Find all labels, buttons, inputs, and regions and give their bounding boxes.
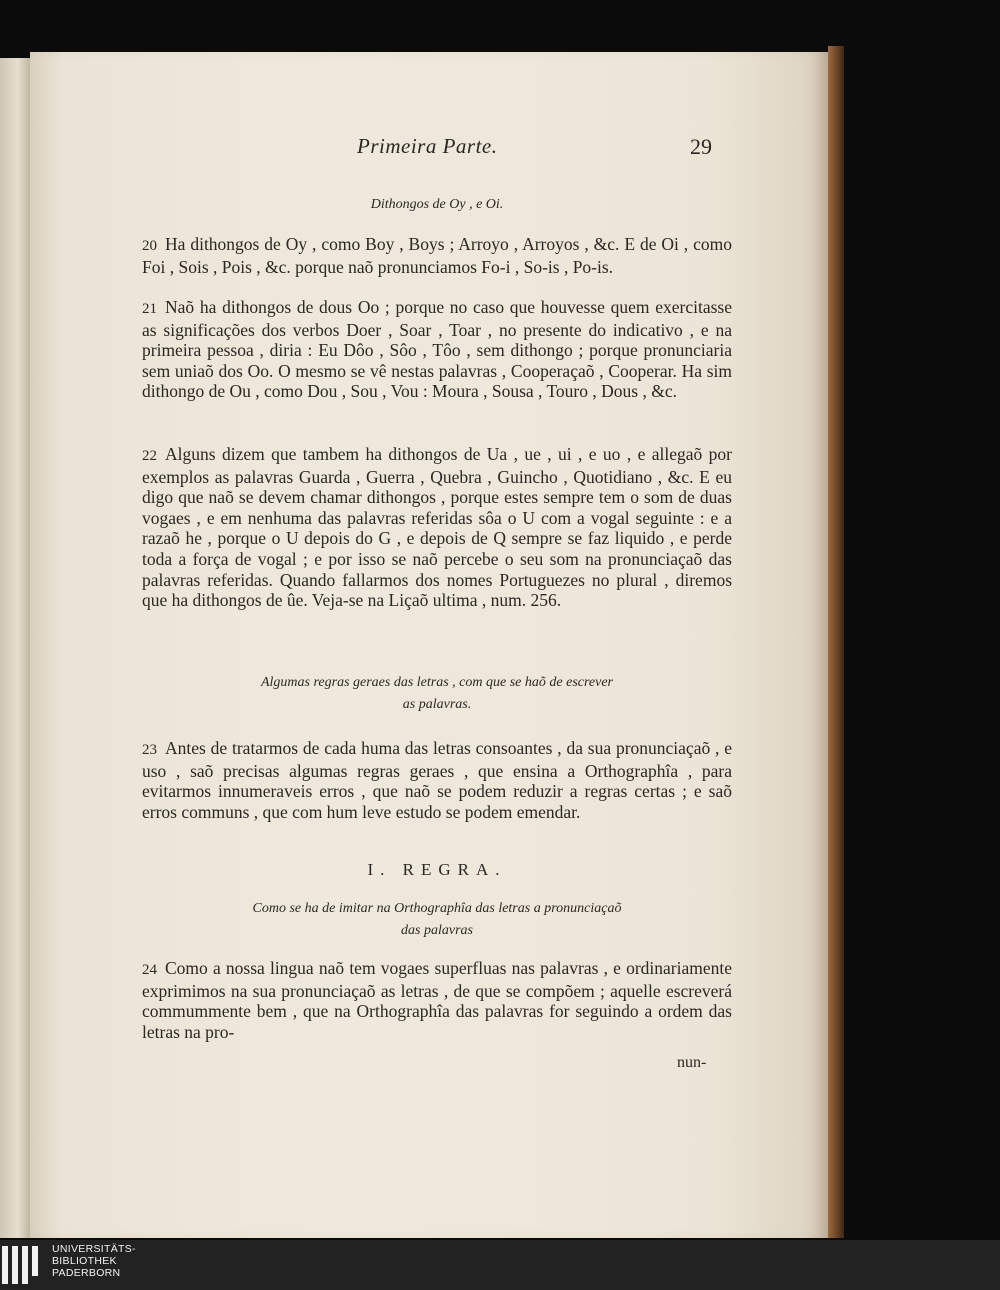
paragraph-number: 21: [142, 301, 157, 317]
heading-line: Algumas regras geraes das letras , com que se haõ de escrever: [260, 675, 613, 690]
paragraph-23: [142, 738, 732, 822]
running-head: Primeira Parte.: [357, 134, 498, 158]
catchword: nun-: [677, 1054, 707, 1071]
paragraph-text: Antes de tratarmos de cada huma das letras consoantes , da sua pronunciaçaõ , e uso , saõ precisas algumas regras geraes , que ensina a Orthographîa , para evitarmos innumeraveis erros , que naõ se podem reduzir a regras certas ; e saõ erros communs , que com hum leve estudo se podem emendar.: [142, 738, 732, 822]
heading-line: as palavras.: [402, 697, 472, 712]
paragraph-20: [142, 234, 732, 277]
paragraph-text: Ha dithongos de Oy , como Boy , Boys ; Arroyo , Arroyos , &c. E de Oi , como Foi , Sois , Pois , &c. porque naõ pronunciamos Fo-i , So-is , Po-is.: [142, 234, 732, 277]
book-page: [30, 52, 828, 1238]
paragraph-number: 20: [142, 238, 157, 254]
facing-page-edge: [0, 58, 30, 1238]
book-edge: [828, 46, 844, 1238]
page-number: 29: [690, 134, 712, 159]
library-name: [52, 1243, 136, 1279]
paragraph-text: Como a nossa lingua naõ tem vogaes superfluas nas palavras , e ordinariamente exprimimos na sua pronunciaçaõ as letras , de que se compõem ; aquelle escreverá commummente bem , que na Orthographîa das palavras for seguindo a ordem das letras na pro-: [142, 958, 732, 1042]
heading-line: Como se ha de imitar na Orthographîa das letras a pronunciaçaõ: [252, 901, 622, 916]
library-logo-icon: [2, 1246, 42, 1284]
paragraph-number: 23: [142, 742, 157, 758]
section-heading-imitar: [142, 898, 732, 942]
paragraph-24: [142, 958, 732, 1042]
paragraph-text: Naõ ha dithongos de dous Oo ; porque no caso que houvesse quem exercitasse as significações dos verbos Doer , Soar , Toar , no presente do indicativo , e na primeira pessoa , diria : Eu Dôo , Sôo , Tôo , sem dithongo ; porque pronunciaria sem uniaõ dos Oo. O mesmo se vê nestas palavras , Cooperaçaõ , Cooperar. Ha sim dithongo de Ou , como Dou , Sou , Vou : Moura , Sousa , Touro , Dous , &c.: [142, 297, 732, 402]
section-heading-regras: [142, 672, 732, 716]
library-name-line: PADERBORN: [52, 1267, 121, 1279]
section-heading-dithongos: Dithongos de Oy , e Oi.: [370, 197, 504, 212]
library-footer: [0, 1240, 1000, 1290]
paragraph-22: [142, 444, 732, 611]
heading-line: das palavras: [401, 923, 473, 938]
regra-title: I. REGRA.: [367, 860, 507, 879]
paragraph-number: 24: [142, 962, 157, 978]
paragraph-21: [142, 297, 732, 402]
library-name-line: UNIVERSITÄTS-: [52, 1243, 136, 1255]
library-name-line: BIBLIOTHEK: [52, 1255, 117, 1267]
paragraph-number: 22: [142, 448, 157, 464]
paragraph-text: Alguns dizem que tambem ha dithongos de Ua , ue , ui , e uo , e allegaõ por exemplos as palavras Guarda , Guerra , Quebra , Guincho , Quotidiano , &c. E eu digo que naõ se devem chamar dithongos , porque estes sempre tem o som de duas vogaes , e em nenhuma das palavras referidas sôa o U com a vogal seguinte : e a razaõ he , porque o U depois do G , e depois de Q sempre se faz liquido , e perde toda a força de vogal ; e por isso se naõ percebe o seu som na pronunciaçaõ das palavras referidas. Quando fallarmos dos nomes Portuguezes no plural , diremos que ha dithongos de ûe. Veja-se na Liçaõ ultima , num. 256.: [142, 444, 732, 611]
